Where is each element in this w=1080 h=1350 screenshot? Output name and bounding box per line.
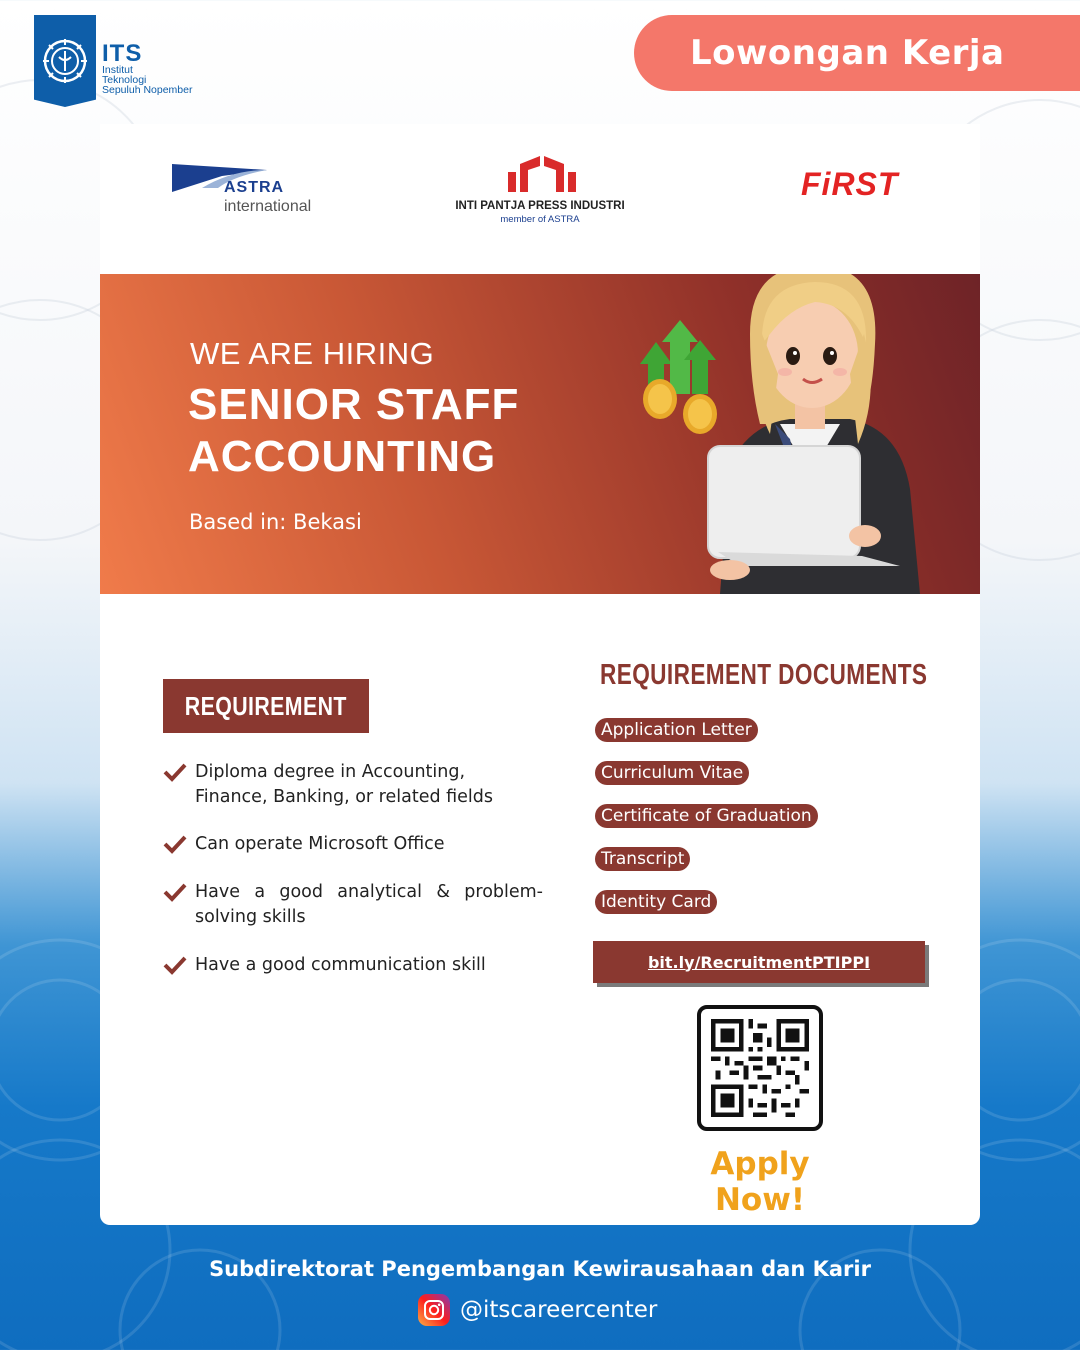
woman-with-laptop-illustration bbox=[600, 274, 980, 594]
ippi-mark-icon bbox=[440, 152, 640, 198]
its-logo bbox=[34, 15, 192, 107]
job-title-line2: ACCOUNTING bbox=[188, 432, 497, 481]
instagram-icon bbox=[418, 1294, 450, 1326]
document-tag: Application Letter bbox=[595, 718, 758, 742]
ippi-member-text: member of ASTRA bbox=[500, 214, 580, 225]
hiring-banner bbox=[100, 274, 980, 594]
document-tag: Curriculum Vitae bbox=[595, 761, 749, 785]
job-location: Based in: Bekasi bbox=[189, 510, 362, 534]
requirement-text: Have a good analytical & problem-solving skills bbox=[195, 882, 543, 927]
footer-organization: Subdirektorat Pengembangan Kewirausahaan dan Karir bbox=[209, 1257, 871, 1281]
requirement-heading-label: REQUIREMENT bbox=[184, 690, 348, 721]
check-icon bbox=[163, 762, 187, 782]
its-name-line3: Sepuluh Nopember bbox=[102, 84, 193, 96]
check-icon bbox=[163, 955, 187, 975]
its-name-line2: Teknologi bbox=[102, 74, 147, 86]
growth-arrows-icon bbox=[640, 320, 717, 434]
banner-kicker: WE ARE HIRING bbox=[190, 336, 435, 371]
badge-label: Lowongan Kerja bbox=[690, 33, 1005, 73]
qr-code-icon bbox=[711, 1019, 809, 1117]
document-tag: Identity Card bbox=[595, 890, 717, 914]
requirement-item bbox=[163, 832, 543, 880]
company-logos bbox=[100, 124, 980, 274]
recruitment-link[interactable]: bit.ly/RecruitmentPTIPPI bbox=[647, 952, 871, 972]
astra-logo bbox=[172, 164, 332, 224]
check-icon bbox=[163, 882, 187, 902]
document-tag: Transcript bbox=[595, 847, 690, 871]
recruitment-link-button[interactable] bbox=[593, 941, 925, 983]
apply-now-text: Apply Now! bbox=[710, 1146, 810, 1218]
ippi-name: INTI PANTJA PRESS INDUSTRI bbox=[455, 200, 625, 212]
requirement-text: Can operate Microsoft Office bbox=[195, 834, 445, 854]
lowongan-kerja-badge bbox=[634, 15, 1080, 91]
its-name-line1: Institut bbox=[102, 64, 133, 76]
document-tag: Certificate of Graduation bbox=[595, 804, 818, 828]
astra-wordmark: ASTRA bbox=[224, 179, 285, 196]
ippi-logo bbox=[440, 152, 640, 232]
requirement-list bbox=[163, 760, 543, 983]
job-poster-card bbox=[100, 124, 980, 1225]
requirement-item bbox=[163, 880, 543, 953]
requirement-item bbox=[163, 760, 543, 832]
first-logo: FiRST bbox=[801, 166, 899, 202]
documents-heading: REQUIREMENT DOCUMENTS bbox=[600, 659, 928, 691]
qr-code[interactable] bbox=[697, 1005, 823, 1131]
instagram-handle[interactable]: @itscareercenter bbox=[460, 1297, 658, 1323]
astra-subtitle: international bbox=[224, 198, 312, 215]
job-title bbox=[188, 379, 519, 483]
requirement-text: Have a good communication skill bbox=[195, 955, 486, 975]
its-abbreviation: ITS bbox=[102, 40, 143, 67]
footer-instagram[interactable] bbox=[418, 1294, 657, 1326]
job-title-line1: SENIOR STAFF bbox=[188, 380, 520, 429]
its-shield-icon bbox=[34, 15, 96, 107]
requirement-item bbox=[163, 953, 543, 983]
requirement-text: Diploma degree in Accounting, Finance, Banking, or related fields bbox=[195, 762, 494, 807]
check-icon bbox=[163, 834, 187, 854]
requirement-heading bbox=[163, 679, 369, 733]
